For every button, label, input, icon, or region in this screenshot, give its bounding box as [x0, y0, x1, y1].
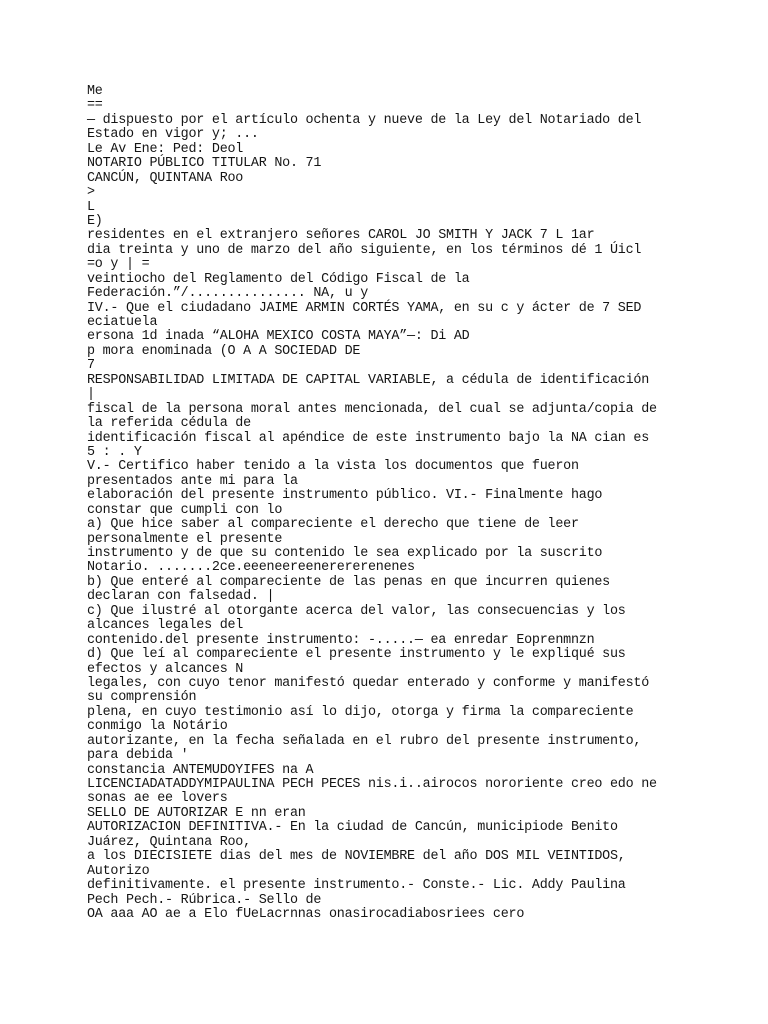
document-line: autorizante, en la fecha señalada en el rubro del presente instrumento, — [87, 733, 642, 749]
document-line: Me — [87, 84, 103, 99]
document-line: declaran con falsedad. | — [87, 589, 275, 605]
document-line: contenido.del presente instrumento: -.....— ea enredar Eoprenmnzn — [87, 632, 595, 648]
document-line: personalmente el presente — [87, 531, 283, 547]
document-line: > — [87, 185, 95, 201]
document-line: legales, con cuyo tenor manifestó quedar enterado y conforme y manifestó — [87, 675, 650, 691]
document-line: Autorizo — [87, 863, 150, 879]
document-line: c) Que ilustré al otorgante acerca del valor, las consecuencias y los — [87, 603, 626, 619]
document-line: 7 — [87, 358, 95, 374]
document-line: conmigo la Notário — [87, 719, 228, 735]
document-line: p mora enominada (O A A SOCIEDAD DE — [87, 343, 361, 359]
document-line: AUTORIZACION DEFINITIVA.- En la ciudad de Cancún, municipiode Benito — [87, 820, 618, 836]
document-line: eciatuela — [87, 315, 158, 330]
document-line: == — [87, 98, 103, 114]
document-line: =o y | = — [87, 257, 150, 273]
document-line: dia treinta y uno de marzo del año siguiente, en los términos dé 1 Úicl — [87, 242, 642, 258]
document-line: para debida ' — [87, 748, 189, 764]
document-line: | — [87, 387, 95, 403]
document-line: b) Que enteré al compareciente de las penas en que incurren quienes — [87, 574, 610, 590]
document-line: d) Que leí al compareciente el presente instrumento y le expliqué sus — [87, 647, 626, 663]
document-line: V.- Certifico haber tenido a la vista los documentos que fueron — [87, 459, 579, 475]
document-line: Estado en vigor y; ... — [87, 127, 259, 143]
document-line: ersona 1d inada “ALOHA MEXICO COSTA MAYA”—: Di AD — [87, 329, 470, 345]
document-line: sonas ae ee lovers — [87, 791, 228, 807]
document-line: — dispuesto por el artículo ochenta y nueve de la Ley del Notariado del — [87, 112, 642, 128]
document-line: RESPONSABILIDAD LIMITADA DE CAPITAL VARIABLE, a cédula de identificación — [87, 372, 650, 388]
document-line: definitivamente. el presente instrumento.- Conste.- Lic. Addy Paulina — [87, 878, 626, 894]
document-line: efectos y alcances N — [87, 661, 244, 677]
document-line: presentados ante mi para la — [87, 473, 298, 489]
document-line: identificación fiscal al apéndice de este instrumento bajo la NA cian es — [87, 430, 650, 446]
document-line: veintiocho del Reglamento del Código Fiscal de la — [87, 271, 470, 287]
document-line: instrumento y de que su contenido le sea explicado por la suscrito — [87, 546, 603, 561]
document-line: Federación.”/............... NA, u y — [87, 286, 369, 302]
document-line: la referida cédula de — [87, 416, 251, 432]
document-line: constar que cumpli con lo — [87, 502, 283, 518]
document-line: 5 : . Y — [87, 444, 142, 460]
document-line: CANCÚN, QUINTANA Roo — [87, 170, 244, 186]
document-line: a los DIECISIETE dias del mes de NOVIEMBRE del año DOS MIL VEINTIDOS, — [87, 849, 626, 865]
document-line: SELLO DE AUTORIZAR E nn eran — [87, 805, 306, 821]
document-line: su comprensión — [87, 690, 197, 706]
document-line: residentes en el extranjero señores CAROL JO SMITH Y JACK 7 L 1ar — [87, 228, 595, 244]
document-line: E) — [87, 213, 103, 229]
document-line: IV.- Que el ciudadano JAIME ARMIN CORTÉS YAMA, en su c y ácter de 7 SED — [87, 300, 642, 316]
document-line: elaboración del presente instrumento público. VI.- Finalmente hago — [87, 488, 603, 504]
document-line: NOTARIO PÚBLICO TITULAR No. 71 — [87, 156, 322, 172]
document-line: Le Av Ene: Ped: Deol — [87, 141, 244, 157]
document-line: Notario. .......2ce.eeeneereenerererenenes — [87, 560, 415, 576]
document-line: a) Que hice saber al compareciente el derecho que tiene de leer — [87, 517, 579, 533]
document-line: fiscal de la persona moral antes mencionada, del cual se adjunta/copia de — [87, 401, 657, 417]
document-line: plena, en cuyo testimonio así lo dijo, otorga y firma la compareciente — [87, 704, 634, 720]
document-line: Pech Pech.- Rúbrica.- Sello de — [87, 892, 322, 908]
document-line: LICENCIADATADDYMIPAULINA PECH PECES nis.i..airocos nororiente creo edo ne — [87, 777, 657, 792]
document-line: L — [87, 199, 95, 215]
document-text — [87, 85, 767, 922]
document-line: Juárez, Quintana Roo, — [87, 834, 251, 850]
document-line: alcances legales del — [87, 618, 244, 634]
document-line: constancia ANTEMUDOYIFES na A — [87, 762, 314, 778]
document-line: OA aaa AO ae a Elo fUeLacrnnas onasirocadiabosriees cero — [87, 906, 525, 922]
